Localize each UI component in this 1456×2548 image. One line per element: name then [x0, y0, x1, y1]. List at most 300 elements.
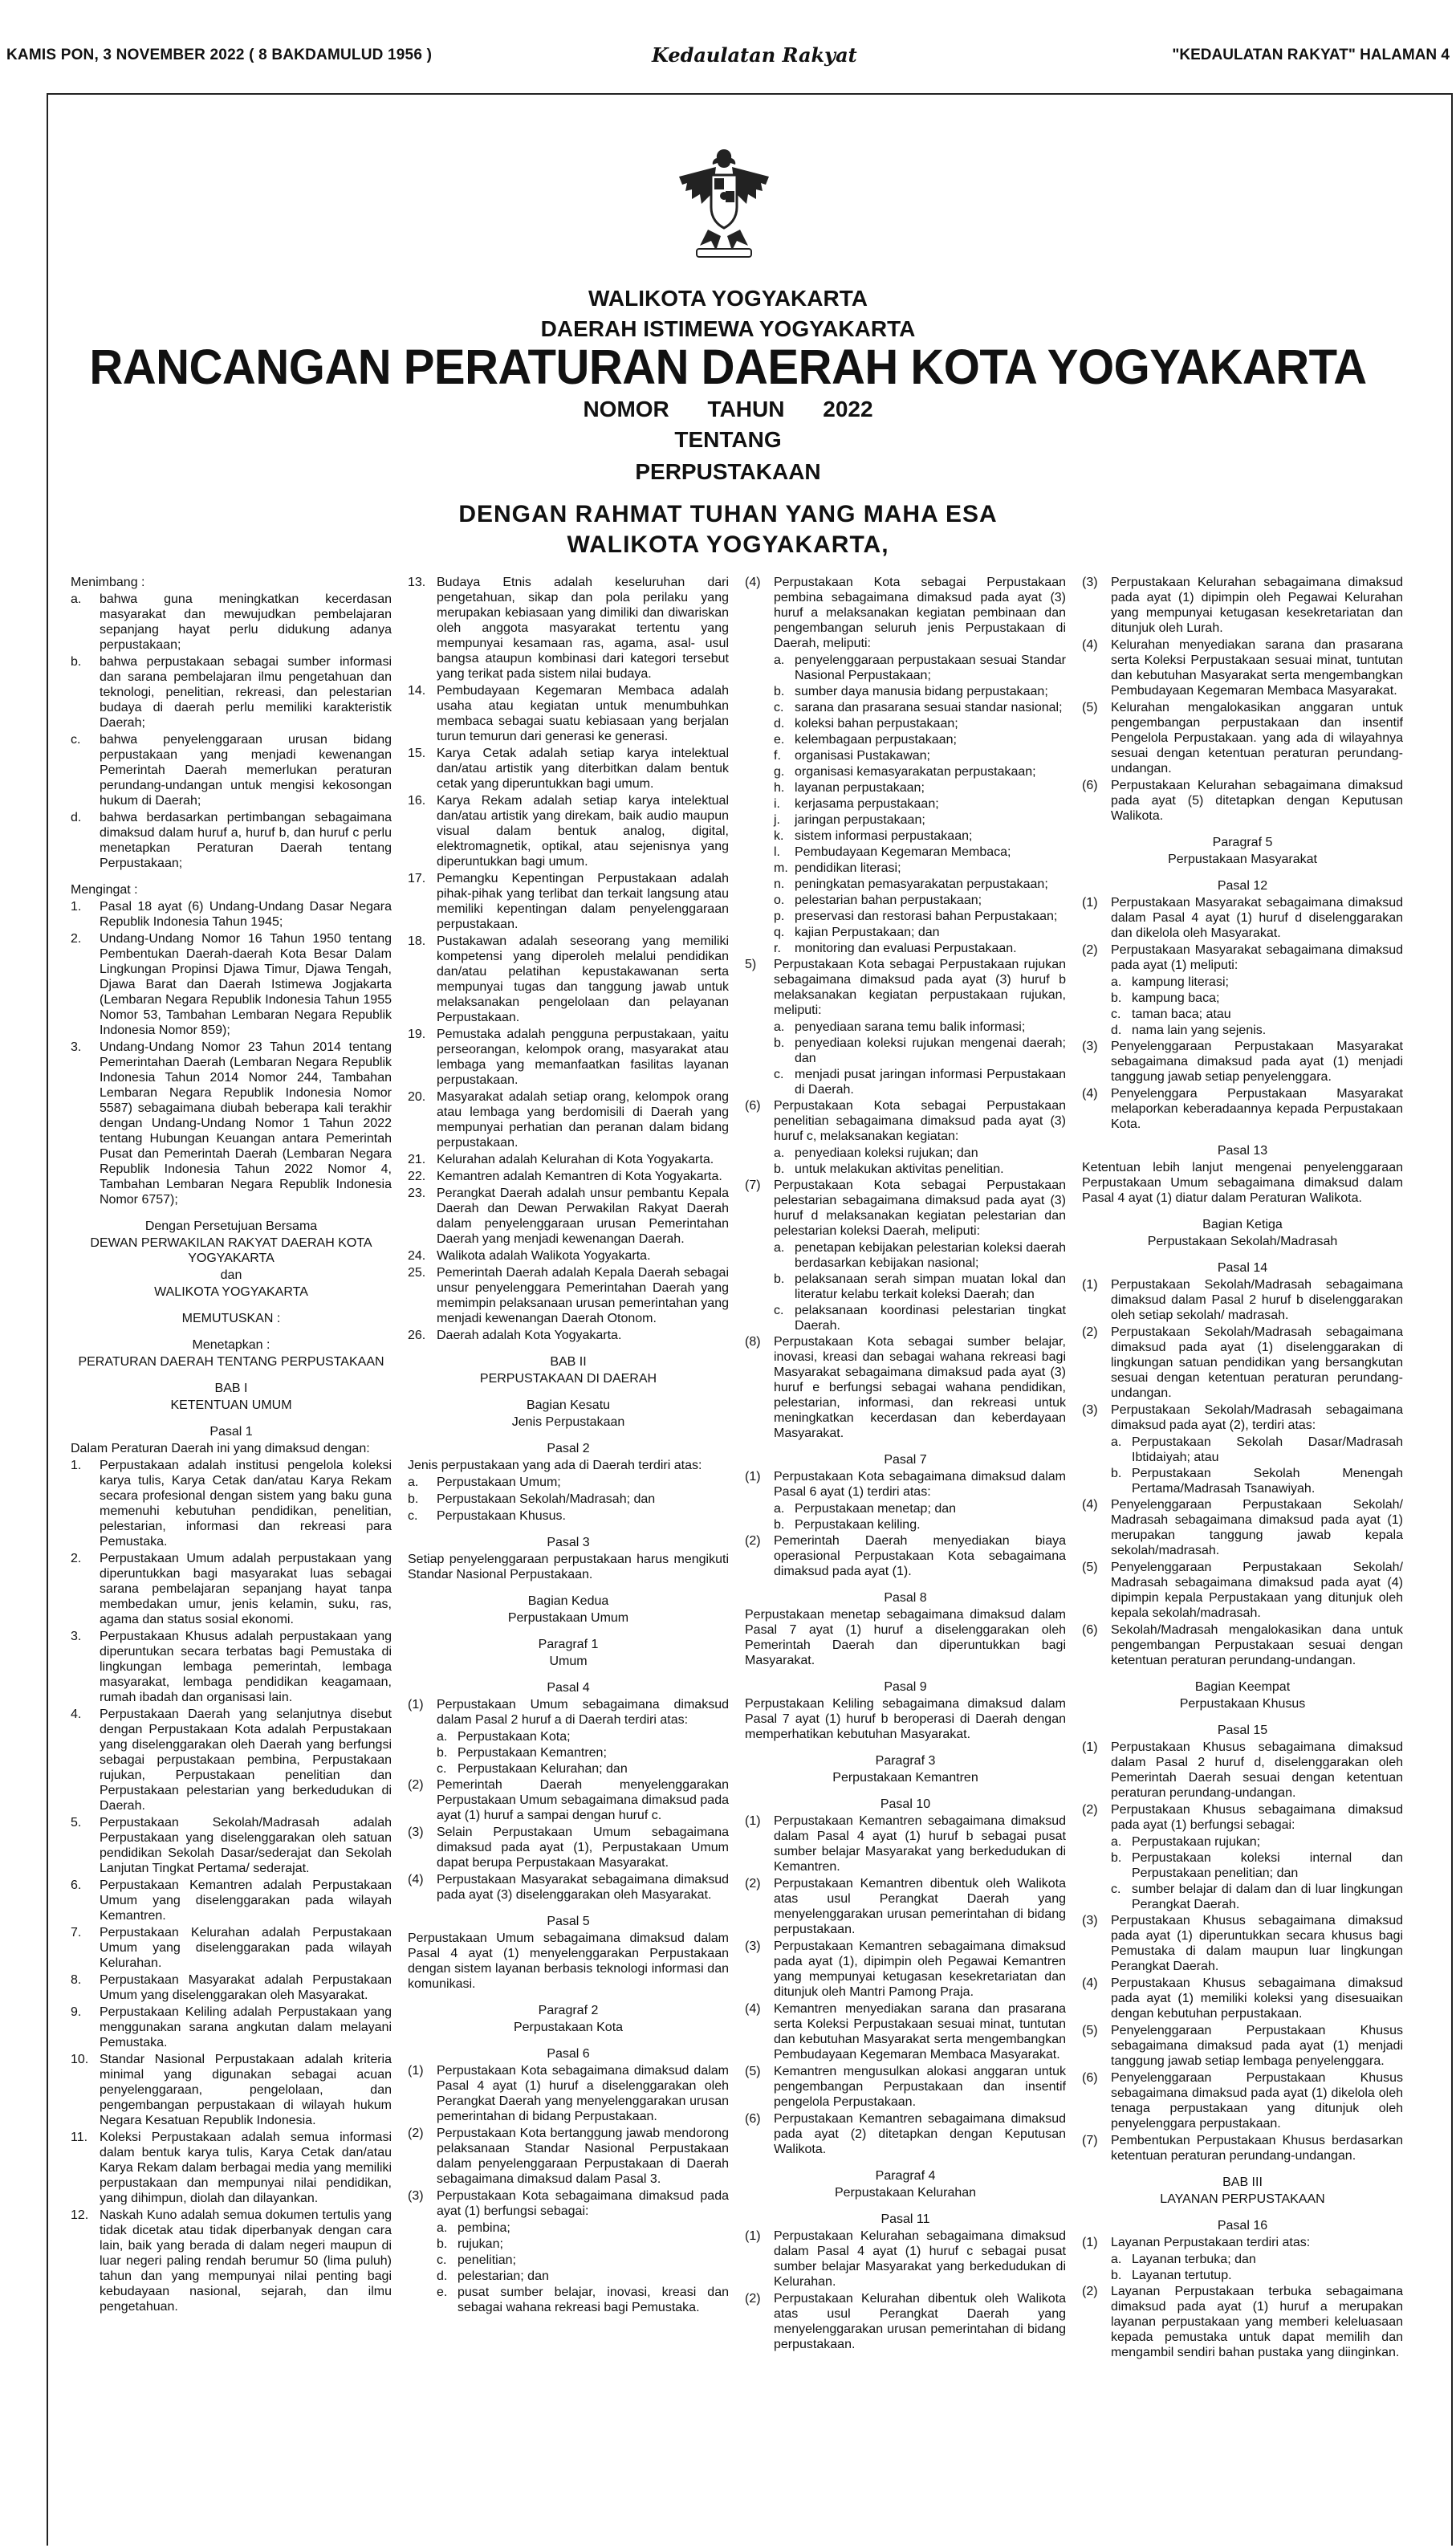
item-text: Perpustakaan Khusus sebagaimana dimaksud dalam Pasal 2 huruf d, diselenggarakan oleh Pemerintah Daerah sesuai dengan ketentuan peraturan perundang-undangan.: [1111, 1740, 1403, 1800]
item-text: preservasi dan restorasi bahan Perpustakaan;: [795, 910, 1058, 923]
item-text: Perpustakaan Masyarakat sebagaimana dimaksud pada ayat (1) meliputi:: [1111, 943, 1403, 972]
item-text: Pemustaka adalah pengguna perpustakaan, yaitu perseorangan, kelompok orang, masyarakat atau lembaga yang memanfaatkan fasilitas layanan perpustakaan.: [437, 1028, 729, 1087]
item-text: Perpustakaan Kelurahan sebagaimana dimaksud pada ayat (1) dipimpin oleh Pegawai Kelurahan yang mempunyai ketugasan kesekretariatan dan ditunjuk oleh Lurah.: [1111, 576, 1403, 635]
pasal-6-item: (7) Perpustakaan Kota sebagai Perpustakaan pelestarian sebagaimana dimaksud pada ayat (3) huruf d melaksanakan kegiatan pelestarian dan pelestarian koleksi Daerah, meliputi:: [745, 1178, 1066, 1238]
pasal-6-item: (8) Perpustakaan Kota sebagai sumber belajar, inovasi, kreasi dan sebagai wahana rekreasi bagi Masyarakat sebagaimana dimaksud pada ayat (3) huruf e berfungsi sebagai wahana pendidikan, pelestarian, informasi, dan rekreasi untuk meningkatkan kecerdasan dan keberdayaan Masyarakat.: [745, 1335, 1066, 1440]
item-text: Karya Cetak adalah setiap karya intelektual dan/atau artistik yang diterbitkan dalam bentuk cetak yang diperuntukkan bagi umum.: [437, 747, 729, 791]
item-number: b.: [774, 1036, 785, 1050]
list-item: [408, 1508, 729, 1524]
list-item: [71, 1972, 392, 2003]
item-number: 10.: [71, 2053, 89, 2066]
list-item: [1082, 1277, 1403, 1323]
item-number: (6): [1082, 1623, 1098, 1637]
item-text: sistem informasi perpustakaan;: [795, 829, 973, 843]
item-text: Perpustakaan Kemantren;: [458, 1746, 607, 1760]
item-number: 1.: [71, 900, 82, 914]
item-number: (3): [745, 1939, 761, 1953]
sub-list-item: [1111, 991, 1403, 1006]
item-text: pelaksanaan serah simpan muatan lokal dan literatur kelabu terkait koleksi Daerah; dan: [795, 1272, 1066, 1301]
item-number: (3): [1082, 576, 1098, 589]
pasal-15-heading: Pasal 15: [1217, 1724, 1268, 1737]
item-number: (5): [745, 2065, 761, 2078]
province-heading: DAERAH ISTIMEWA YOGYAKARTA: [540, 316, 916, 341]
item-number: d.: [71, 811, 82, 824]
item-number: 19.: [408, 1028, 426, 1041]
list-item: [408, 683, 729, 744]
pasal-5-text: Perpustakaan Umum sebagaimana dimaksud dalam Pasal 4 ayat (1) menyelenggarakan Perpustakaan dengan sistem layanan berbasis teknologi informasi dan komunikasi.: [408, 1931, 729, 1991]
bagian-1-heading: Bagian Kesatu: [526, 1398, 611, 1412]
paragraf-4-heading: Paragraf 4: [875, 2169, 936, 2183]
item-number: 20.: [408, 1090, 426, 1104]
bab-2-heading: BAB II: [550, 1355, 587, 1369]
sub-list-item: [437, 1761, 729, 1777]
item-number: h.: [774, 781, 785, 795]
preamble-line-1: DENGAN RAHMAT TUHAN YANG MAHA ESA: [458, 501, 998, 527]
sub-list-item: [774, 653, 1066, 683]
pasal-16-item: (1) Layanan Perpustakaan terdiri atas:: [1082, 2236, 1311, 2249]
tentang-heading: TENTANG: [674, 427, 782, 452]
item-number: 2.: [71, 1552, 82, 1565]
item-number: k.: [774, 829, 784, 843]
item-number: 5.: [71, 1816, 82, 1830]
bab-1-title: KETENTUAN UMUM: [170, 1398, 292, 1412]
item-number: (4): [1082, 1087, 1098, 1101]
item-number: c.: [408, 1509, 418, 1523]
list-item: [71, 2130, 392, 2206]
list-item: [1082, 1325, 1403, 1401]
item-number: 16.: [408, 794, 426, 808]
item-text: Perpustakaan Masyarakat sebagaimana dimaksud dalam Pasal 4 ayat (1) huruf d diselenggarakan dan dikelola oleh Masyarakat.: [1111, 896, 1403, 940]
list-item: [1082, 1913, 1403, 1974]
sub-list-item: [774, 700, 1066, 715]
item-number: a.: [774, 1146, 785, 1160]
pembina-sublist: [745, 653, 1066, 956]
pasal-15-list-cont: [1082, 1913, 1403, 2163]
item-text: kelembagaan perpustakaan;: [795, 733, 957, 747]
list-item: [1082, 1086, 1403, 1132]
item-number: (3): [1082, 1914, 1098, 1927]
list-item: [1082, 895, 1403, 941]
item-text: bahwa penyelenggaraan urusan bidang perpustakaan yang menjadi kewenangan Pemerintah Daerah memerlukan peraturan perundang-undangan untuk mengisi kekosongan hukum di Daerah;: [100, 733, 392, 808]
pasal-6-item: 5) Perpustakaan Kota sebagai Perpustakaan rujukan sebagaimana dimaksud pada ayat (3) huruf b melaksanakan kegiatan perpustakaan rujukan, meliputi:: [745, 958, 1066, 1017]
item-text: bahwa berdasarkan pertimbangan sebagaimana dimaksud dalam huruf a, huruf b, dan huruf c perlu menetapkan Peraturan Daerah tentang Perpustakaan;: [100, 811, 392, 870]
newspaper-header: [0, 0, 1456, 80]
item-text: Standar Nasional Perpustakaan adalah kriteria minimal yang digunakan sebagai acuan penyelenggaraan, pengelolaan, dan pengembangan perpustakaan di wilayah hukum Negara Kesatuan Republik Indonesia.: [100, 2053, 392, 2127]
page-number: "KEDAULATAN RAKYAT" HALAMAN 4: [1172, 47, 1450, 63]
item-text: Perpustakaan Khusus.: [437, 1509, 566, 1523]
item-number: f.: [774, 749, 781, 763]
item-text: Perpustakaan Khusus sebagaimana dimaksud pada ayat (1) berfungsi sebagai:: [1111, 1803, 1403, 1832]
item-number: c.: [1111, 1883, 1121, 1896]
paragraf-1-heading: Paragraf 1: [538, 1638, 599, 1651]
list-item: [1082, 778, 1403, 824]
item-number: i.: [774, 797, 780, 811]
sub-list-item: [774, 1162, 1066, 1177]
pasal-1-intro: Dalam Peraturan Daerah ini yang dimaksud dengan:: [71, 1442, 370, 1455]
item-number: a.: [437, 2221, 448, 2235]
item-text: Perpustakaan Sekolah/Madrasah adalah Perpustakaan yang diselenggarakan oleh satuan pendidikan Sekolah Dasar/sederajat dan Sekolah Lanjutan Tingkat Pertama/ sederajat.: [100, 1816, 392, 1875]
item-number: c.: [774, 1068, 784, 1081]
item-text: Perpustakaan Daerah yang selanjutnya disebut dengan Perpustakaan Kota adalah Perpustakaan yang diselenggarakan oleh Daerah yang berfungsi sebagai perpustakaan pembina, Perpustakaan rujukan, Perpustakaan penelitian dan Perpustakaan pelestarian yang berkedudukan di Daerah.: [100, 1707, 392, 1813]
list-item: [408, 934, 729, 1025]
item-text: koleksi bahan perpustakaan;: [795, 717, 958, 731]
item-text: Walikota adalah Walikota Yogyakarta.: [437, 1249, 651, 1263]
item-text: Perpustakaan koleksi internal dan Perpustakaan penelitian; dan: [1132, 1851, 1403, 1880]
sub-list-item: [1111, 2252, 1403, 2267]
bab-2-title: PERPUSTAKAAN DI DAERAH: [479, 1372, 657, 1386]
item-number: 2.: [71, 932, 82, 946]
list-item: [71, 2208, 392, 2314]
sub-list-item: [774, 716, 1066, 731]
pasal-13-text: Ketentuan lebih lanjut mengenai penyelenggaraan Perpustakaan Umum sebagaimana dimaksud dalam Pasal 4 ayat (1) diatur dalam Peraturan Walikota.: [1082, 1161, 1403, 1205]
sub-list-item: [774, 909, 1066, 924]
item-number: d.: [1111, 1024, 1122, 1037]
list-item: [408, 746, 729, 792]
item-number: 3.: [71, 1630, 82, 1643]
pasal-6-heading: Pasal 6: [547, 2047, 590, 2061]
item-number: a.: [774, 1020, 785, 1034]
bagian-2-heading: Bagian Kedua: [527, 1594, 609, 1608]
item-text: Perpustakaan Khusus sebagaimana dimaksud pada ayat (1) diperuntukkan secara khusus bagi Pemustaka di dalam maupun luar lingkungan Perangkat Daerah.: [1111, 1914, 1403, 1973]
item-text: Perpustakaan menetap; dan: [795, 1502, 957, 1516]
list-item: [71, 2052, 392, 2128]
list-item: [71, 1925, 392, 1971]
pasal-7-heading: Pasal 7: [884, 1453, 927, 1467]
pasal-15-list: [1082, 1740, 1403, 1833]
dprd-line: DEWAN PERWAKILAN RAKYAT DAERAH KOTA YOGYAKARTA: [90, 1236, 372, 1265]
item-number: a.: [1111, 2253, 1122, 2266]
item-text: untuk melakukan aktivitas penelitian.: [795, 1162, 1004, 1176]
sub-list-item: [774, 1146, 1066, 1161]
list-item: [408, 1169, 729, 1184]
sub-list-item: [437, 2220, 729, 2236]
preamble-line-2: WALIKOTA YOGYAKARTA,: [567, 531, 889, 558]
item-number: (2): [1082, 1803, 1098, 1817]
paragraf-3-heading: Paragraf 3: [875, 1754, 936, 1768]
mengingat-label: Mengingat :: [71, 883, 138, 897]
item-text: Penyelenggaraan Perpustakaan Masyarakat sebagaimana dimaksud pada ayat (1) menjadi tanggung jawab setiap penyelenggara.: [1111, 1040, 1403, 1084]
item-number: b.: [437, 1746, 448, 1760]
item-text: Layanan tertutup.: [1132, 2269, 1232, 2282]
sub-list-item: [1111, 1834, 1403, 1850]
item-number: p.: [774, 910, 785, 923]
sub-list-item: [774, 684, 1066, 699]
pasal-14-heading: Pasal 14: [1217, 1261, 1268, 1275]
item-number: b.: [1111, 2269, 1122, 2282]
pasal-2-intro: Jenis perpustakaan yang ada di Daerah terdiri atas:: [408, 1459, 702, 1472]
sub-list-item: [1111, 975, 1403, 990]
sub-list-item: [774, 764, 1066, 779]
list-item: [745, 2001, 1066, 2062]
document-title: RANCANGAN PERATURAN DAERAH KOTA YOGYAKARTA: [89, 340, 1367, 395]
item-number: j.: [774, 813, 780, 827]
item-text: taman baca; atau: [1132, 1007, 1231, 1021]
paragraf-1-title: Umum: [549, 1655, 588, 1668]
item-text: organisasi kemasyarakatan perpustakaan;: [795, 765, 1036, 779]
item-number: a.: [71, 592, 82, 606]
sub-list-item: [774, 1240, 1066, 1271]
pasal-13-heading: Pasal 13: [1217, 1144, 1268, 1158]
item-text: sarana dan prasarana sesuai standar nasional;: [795, 701, 1063, 714]
item-number: c.: [437, 1762, 447, 1776]
item-text: layanan perpustakaan;: [795, 781, 925, 795]
item-text: sumber belajar di dalam dan di luar lingkungan Perangkat Daerah.: [1132, 1883, 1403, 1911]
item-text: penetapan kebijakan pelestarian koleksi daerah berdasarkan kebijakan nasional;: [795, 1241, 1067, 1270]
item-text: Kemantren menyediakan sarana dan prasarana serta Koleksi Perpustakaan sesuai minat, tuntutan dan kebutuhan Masyarakat serta mengembangkan Pembudayaan Kegemaran Membaca Masyarakat.: [774, 2002, 1066, 2062]
item-text: kampung literasi;: [1132, 975, 1229, 989]
list-item: [1082, 700, 1403, 776]
item-number: 18.: [408, 934, 426, 948]
list-item: [1082, 942, 1403, 973]
item-number: 9.: [71, 2005, 82, 2019]
item-number: (5): [1082, 701, 1098, 714]
pasal-4-item: (4) Perpustakaan Masyarakat sebagaimana dimaksud pada ayat (3) diselenggarakan oleh Masyarakat.: [408, 1873, 729, 1902]
item-text: Perpustakaan Sekolah/Madrasah sebagaimana dimaksud dalam Pasal 2 huruf b diselenggarakan oleh setiap sekolah/ madrasah.: [1111, 1278, 1403, 1322]
item-number: a.: [774, 1241, 785, 1255]
sub-list-item: [774, 1303, 1066, 1333]
definitions-list-cont: [408, 575, 729, 1343]
sub-list-item: [774, 812, 1066, 828]
pasal-15-sublist: [1082, 1834, 1403, 1912]
item-text: Karya Rekam adalah setiap karya intelektual dan/atau artistik yang direkam, baik audio maupun visual dalam bentuk analog, digital, elektromagnetik, optikal, atau sejenisnya yang diperuntukkan bagi umum.: [437, 794, 729, 869]
menimbang-list: [71, 592, 392, 871]
list-item: [408, 1089, 729, 1150]
item-text: Perpustakaan adalah institusi pengelola koleksi karya tulis, Karya Cetak dan/atau Karya Rekam secara profesional dengan sistem yang baku guna memenuhi kebutuhan pendidikan, penelitian, pelestarian, informasi dan rekreasi para Pemustaka.: [100, 1459, 392, 1549]
item-number: (1): [1082, 1278, 1098, 1292]
dan-line: dan: [220, 1268, 242, 1282]
sub-list-item: [774, 732, 1066, 747]
item-text: bahwa guna meningkatkan kecerdasan masyarakat dan mewujudkan pembelajaran sepanjang hayat perlu didukung adanya perpustakaan;: [100, 592, 392, 652]
item-text: pelaksanaan koordinasi pelestarian tingkat Daerah.: [795, 1304, 1066, 1333]
item-number: c.: [437, 2253, 447, 2267]
item-text: Naskah Kuno adalah semua dokumen tertulis yang tidak dicetak atau tidak diperbanyak dengan cara lain, baik yang berada di dalam negeri maupun di luar negeri paling rendah berumur 50 (lima puluh) tahun dan yang mempunyai nilai penting bagi kebudayaan nasional, sejarah, dan ilmu pengetahuan.: [100, 2208, 392, 2314]
list-item: [71, 1551, 392, 1627]
item-number: (7): [1082, 2134, 1098, 2147]
list-item: [1082, 1976, 1403, 2021]
list-item: [1082, 1740, 1403, 1801]
item-text: Perpustakaan Kemantren sebagaimana dimaksud dalam Pasal 4 ayat (1) huruf b sebagai pusat sumber belajar Masyarakat yang berkedudukan di Kemantren.: [774, 1814, 1066, 1874]
pasal-11-heading: Pasal 11: [881, 2212, 930, 2226]
pasal-6-sublist: [408, 2220, 729, 2315]
item-number: (1): [1082, 1740, 1098, 1754]
item-text: Perpustakaan Sekolah Dasar/Madrasah Ibtidaiyah; atau: [1132, 1435, 1403, 1464]
item-text: Layanan terbuka; dan: [1132, 2253, 1256, 2266]
item-number: 23.: [408, 1186, 426, 1200]
item-text: Pustakawan adalah seseorang yang memiliki kompetensi yang diperoleh melalui pendidikan dan/atau pelatihan kepustakawanan serta mempunyai tugas dan tanggung jawab untuk melaksanakan pengelolaan dan pelayanan Perpustakaan.: [437, 934, 729, 1024]
sub-list-item: [774, 845, 1066, 860]
item-number: g.: [774, 765, 785, 779]
list-item: [71, 1629, 392, 1705]
item-text: Pembentukan Perpustakaan Khusus berdasarkan ketentuan peraturan perundang-undangan.: [1111, 2134, 1403, 2163]
item-number: 3.: [71, 1040, 82, 1054]
item-text: jaringan perpustakaan;: [795, 813, 925, 827]
item-text: organisasi Pustakawan;: [795, 749, 930, 763]
sub-list-item: [1111, 1882, 1403, 1912]
item-number: m.: [774, 861, 788, 875]
item-text: pusat sumber belajar, inovasi, kreasi dan sebagai wahana rekreasi bagi Pemustaka.: [458, 2285, 729, 2314]
item-number: a.: [1111, 975, 1122, 989]
item-number: 13.: [408, 576, 426, 589]
item-text: Kemantren mengusulkan alokasi anggaran untuk pengembangan Perpustakaan dan insentif pengelola Perpustakaan.: [774, 2065, 1066, 2109]
sub-list-item: [1111, 1435, 1403, 1465]
item-text: Perpustakaan Masyarakat adalah Perpustakaan Umum yang diselenggarakan oleh Masyarakat.: [100, 1973, 392, 2002]
item-number: (4): [1082, 638, 1098, 652]
list-item: [1082, 1402, 1403, 1433]
item-text: Perpustakaan Kota bertanggung jawab mendorong pelaksanaan Standar Nasional Perpustakaan dalam penyelenggaraan Perpustakaan di Daerah sebagaimana dimaksud dalam Pasal 3.: [437, 2127, 729, 2186]
pasal-12-sublist: [1082, 975, 1403, 1038]
list-item: [408, 575, 729, 682]
sub-list-item: [1111, 1007, 1403, 1022]
item-number: 14.: [408, 684, 426, 698]
column-3: [745, 575, 1066, 2354]
item-number: a.: [1111, 1835, 1122, 1849]
list-item: [408, 2063, 729, 2124]
sub-list-item: [774, 861, 1066, 876]
item-number: e.: [437, 2285, 448, 2299]
item-text: Perpustakaan Kelurahan dibentuk oleh Walikota atas usul Perangkat Daerah yang menyelenggarakan urusan pemerintahan di bidang perpustakaan.: [774, 2292, 1066, 2351]
list-item: [1082, 2023, 1403, 2069]
item-text: kajian Perpustakaan; dan: [795, 926, 940, 939]
item-text: Pemerintah Daerah adalah Kepala Daerah sebagai unsur penyelenggara Pemerintahan Daerah yang memimpin pelaksanaan urusan pemerintahan yang menjadi kewenangan Daerah Otonom.: [437, 1266, 729, 1325]
perda-title: PERATURAN DAERAH TENTANG PERPUSTAKAAN: [78, 1355, 384, 1369]
item-number: 1.: [71, 1459, 82, 1472]
item-number: 15.: [408, 747, 426, 760]
item-number: (1): [408, 2064, 424, 2078]
bagian-4-heading: Bagian Keempat: [1194, 1680, 1291, 1694]
rujukan-sublist: [745, 1020, 1066, 1097]
item-number: (1): [1082, 896, 1098, 910]
list-item: [745, 2064, 1066, 2110]
item-number: a.: [774, 1502, 785, 1516]
paragraf-2-heading: Paragraf 2: [538, 2004, 599, 2017]
item-number: 25.: [408, 1266, 426, 1280]
pasal-7-item: (2) Pemerintah Daerah menyediakan biaya operasional Perpustakaan Kota sebagaimana dimaksud pada ayat (1).: [745, 1534, 1066, 1578]
item-text: pelestarian; dan: [458, 2269, 549, 2283]
item-number: (6): [745, 2112, 761, 2126]
list-item: [1082, 1622, 1403, 1668]
list-item: [71, 654, 392, 731]
item-number: 6.: [71, 1878, 82, 1892]
pasal-11-list-cont: [1082, 575, 1403, 824]
item-text: rujukan;: [458, 2237, 503, 2251]
item-number: 26.: [408, 1329, 426, 1342]
mengingat-list: [71, 899, 392, 1207]
list-item: [71, 1458, 392, 1549]
pasal-16-sublist: [1082, 2252, 1403, 2283]
paragraf-3-title: Perpustakaan Kemantren: [832, 1771, 978, 1785]
item-number: c.: [71, 733, 81, 747]
item-text: Perpustakaan Kota;: [458, 1730, 571, 1744]
pasal-1-heading: Pasal 1: [209, 1425, 253, 1439]
item-number: a.: [437, 1730, 448, 1744]
item-text: Perpustakaan Kelurahan sebagaimana dimaksud dalam Pasal 4 ayat (1) huruf c sebagai pusat sumber belajar Masyarakat yang berkedudukan di Kelurahan.: [774, 2229, 1066, 2289]
pasal-2-list: [408, 1475, 729, 1524]
list-item: [745, 2228, 1066, 2290]
pasal-7-item: (1) Perpustakaan Kota sebagaimana dimaksud dalam Pasal 6 ayat (1) terdiri atas:: [745, 1470, 1066, 1499]
item-number: c.: [774, 1304, 784, 1317]
pasal-2-heading: Pasal 2: [547, 1442, 590, 1455]
item-number: b.: [774, 1518, 785, 1532]
item-text: kerjasama perpustakaan;: [795, 797, 939, 811]
item-number: n.: [774, 877, 785, 891]
item-text: Pasal 18 ayat (6) Undang-Undang Dasar Negara Republik Indonesia Tahun 1945;: [100, 900, 392, 929]
pasal-6-list: [408, 2063, 729, 2219]
pelestarian-sublist: [745, 1240, 1066, 1333]
pasal-7-sublist: [745, 1501, 1066, 1532]
walikota-heading: WALIKOTA YOGYAKARTA: [588, 286, 868, 311]
item-number: e.: [774, 733, 785, 747]
sub-list-item: [774, 1036, 1066, 1066]
menimbang-label: Menimbang :: [71, 576, 145, 589]
pasal-4-heading: Pasal 4: [547, 1681, 590, 1695]
sub-list-item: [774, 780, 1066, 796]
item-number: 22.: [408, 1170, 426, 1183]
pasal-3-text: Setiap penyelenggaraan perpustakaan harus mengikuti Standar Nasional Perpustakaan.: [408, 1553, 729, 1581]
list-item: [408, 1328, 729, 1343]
pasal-9-text: Perpustakaan Keliling sebagaimana dimaksud dalam Pasal 7 ayat (1) huruf b beroperasi di Daerah dengan memperhatikan kebutuhan Masyarakat.: [745, 1697, 1066, 1741]
item-text: Perangkat Daerah adalah unsur pembantu Kepala Daerah dan Dewan Perwakilan Rakyat Daerah dalam penyelenggaraan urusan Pemerintahan Daerah yang menjadi kewenangan Daerah.: [437, 1186, 729, 1246]
item-text: Penyelenggaraan Perpustakaan Sekolah/ Madrasah sebagaimana dimaksud pada ayat (1) merupakan tanggung jawab kepala sekolah/madrasah.: [1111, 1498, 1403, 1557]
pasal-4-item: (1) Perpustakaan Umum sebagaimana dimaksud dalam Pasal 2 huruf a di Daerah terdiri atas:: [408, 1698, 729, 1727]
item-number: 24.: [408, 1249, 426, 1263]
item-number: (2): [745, 1877, 761, 1891]
item-text: pelestarian bahan perpustakaan;: [795, 893, 982, 907]
item-text: Penyelenggaraan Perpustakaan Sekolah/ Madrasah sebagaimana dimaksud pada ayat (4) dipimpin kepala Perpustakaan yang ditunjuk oleh kepala sekolah/madrasah.: [1111, 1561, 1403, 1620]
item-text: pembina;: [458, 2221, 510, 2235]
sub-list-item: [437, 2269, 729, 2284]
item-text: Penyelenggaraan Perpustakaan Khusus sebagaimana dimaksud pada ayat (1) dikelola oleh tenaga perpustakaan yang ditunjuk oleh penyelenggara perpustakaan.: [1111, 2071, 1403, 2131]
item-text: peningkatan pemasyarakatan perpustakaan;: [795, 877, 1048, 891]
sub-list-item: [437, 2237, 729, 2252]
sub-list-item: [437, 1745, 729, 1760]
item-text: Kelurahan mengalokasikan anggaran untuk pengembangan perpustakaan dan insentif Pengelola Perpustakaan. yang ada di wilayahnya sesuai dengan ketentuan peraturan perundang-undangan.: [1111, 701, 1403, 775]
item-text: penyediaan koleksi rujukan; dan: [795, 1146, 978, 1160]
list-item: [71, 1707, 392, 1813]
list-item: [71, 1878, 392, 1923]
item-text: Perpustakaan Kota sebagaimana dimaksud dalam Pasal 4 ayat (1) huruf a diselenggarakan oleh Perangkat Daerah yang menyelenggarakan urusan pemerintahan di bidang Perpustakaan.: [437, 2064, 729, 2123]
list-item: [1082, 2133, 1403, 2163]
item-text: menjadi pusat jaringan informasi Perpustakaan di Daerah.: [795, 1068, 1066, 1097]
pasal-16-item: (2) Layanan Perpustakaan terbuka sebagaimana dimaksud pada ayat (1) huruf a merupakan layanan perpustakaan yang memberi keleluasaan kepada pemustaka untuk dapat memilih dan mengambil sendiri bahan pustaka yang diinginkan.: [1082, 2285, 1403, 2359]
column-1: [71, 575, 392, 2316]
sub-list-item: [437, 1729, 729, 1744]
item-text: Perpustakaan Umum adalah perpustakaan yang diperuntukkan bagi masyarakat luas sebagai sarana pembelajaran sepanjang hayat tanpa membedakan umur, jenis kelamin, suku, ras, agama dan status sosial ekonomi.: [100, 1552, 392, 1626]
item-text: Perpustakaan Kelurahan adalah Perpustakaan Umum yang diselenggarakan pada wilayah Kelurahan.: [100, 1926, 392, 1970]
item-number: a.: [408, 1475, 419, 1489]
item-number: 8.: [71, 1973, 82, 1987]
pasal-12-list: [1082, 895, 1403, 973]
item-number: b.: [774, 685, 785, 698]
item-number: (1): [745, 2229, 761, 2243]
item-text: Kelurahan adalah Kelurahan di Kota Yogyakarta.: [437, 1153, 714, 1166]
walikota-line: WALIKOTA YOGYAKARTA: [154, 1285, 308, 1299]
sub-list-item: [1111, 1466, 1403, 1496]
sub-list-item: [774, 1272, 1066, 1302]
list-item: [408, 793, 729, 869]
persetujuan-line: Dengan Persetujuan Bersama: [144, 1219, 318, 1233]
item-number: b.: [774, 1272, 785, 1286]
pasal-8-heading: Pasal 8: [884, 1591, 927, 1605]
list-item: [1082, 575, 1403, 636]
sub-list-item: [774, 893, 1066, 908]
item-number: (5): [1082, 1561, 1098, 1574]
item-number: (1): [745, 1814, 761, 1828]
bab-1-heading: BAB I: [214, 1382, 248, 1395]
item-text: penyediaan sarana temu balik informasi;: [795, 1020, 1026, 1034]
sub-list-item: [774, 1501, 1066, 1516]
item-text: monitoring dan evaluasi Perpustakaan.: [795, 942, 1017, 955]
masthead-logo: Kedaulatan Rakyat: [652, 43, 857, 67]
